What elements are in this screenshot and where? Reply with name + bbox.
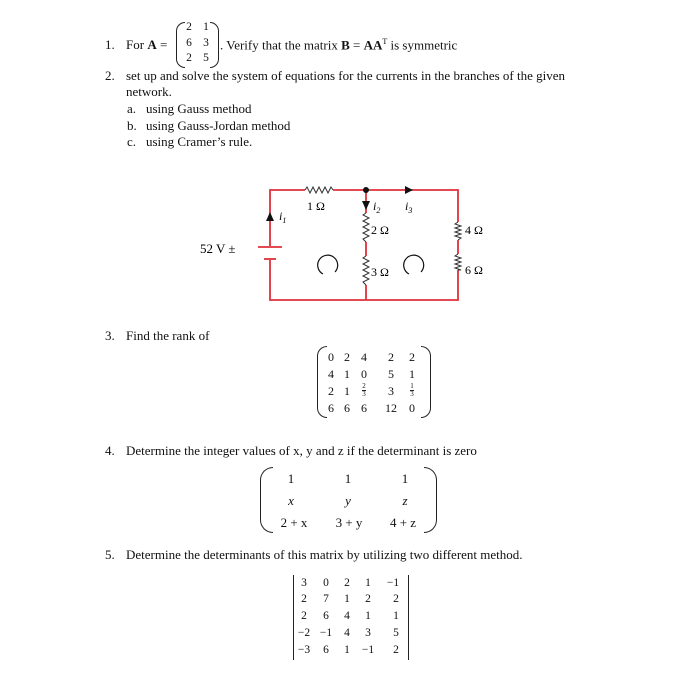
m3-r2c2	[356, 382, 372, 398]
m4-r0c0: 1	[287, 471, 295, 486]
m5-r1c4: 2	[393, 593, 399, 605]
m3-r3c3: 12	[385, 401, 397, 415]
arrow-i2	[362, 201, 370, 210]
resistor-2ohm	[363, 213, 369, 242]
r4-label: 4 Ω	[465, 223, 483, 237]
m3-r3c1: 6	[344, 401, 350, 415]
problem-1-equals: =	[159, 37, 168, 52]
m5-r3c0: −2	[297, 627, 311, 639]
m1-r0c1: 1	[203, 21, 209, 33]
m5-r2c3: 1	[365, 610, 371, 622]
m5-r0c4: −1	[386, 577, 400, 589]
m5-r1c1: 7	[323, 593, 329, 605]
problem-3-number: 3.	[105, 328, 115, 343]
m5-r0c1: 0	[323, 577, 329, 589]
frac-2-3: $\frac{2}{3}$	[362, 381, 366, 398]
problem-2a-text: using Gauss method	[146, 101, 252, 116]
problem-1-number: 1.	[105, 37, 115, 52]
arrow-i1	[266, 212, 274, 221]
m1-r2c0: 2	[186, 52, 192, 64]
m3-r2c0: 2	[328, 384, 334, 398]
battery	[258, 247, 282, 259]
m3-r1c3: 5	[388, 367, 394, 381]
m3-r3c4: 0	[409, 401, 415, 415]
r3-label: 3 Ω	[371, 265, 389, 279]
frac-1-3: $\frac{1}{3}$	[410, 381, 414, 398]
m1-r0c0: 2	[186, 21, 192, 33]
m5-r4c0: −3	[297, 644, 311, 656]
m4-r2c0: 2 + x	[280, 515, 308, 530]
m4-r1c2: z	[402, 493, 408, 508]
problem-2b-label: b.	[127, 118, 137, 133]
loop-right-icon	[404, 255, 424, 274]
m5-r4c3: −1	[361, 644, 375, 656]
problem-5-number: 5.	[105, 547, 115, 562]
i1-label: $i_1$	[279, 209, 287, 225]
problem-2a-label: a.	[127, 101, 137, 116]
m4-r1c1: y	[345, 493, 351, 508]
m5-r3c3: 3	[365, 627, 371, 639]
problem-2c-label: c.	[127, 134, 137, 149]
m4-r1c0: x	[288, 493, 294, 508]
problem-1-B: B	[341, 37, 350, 53]
i2-label: $i_2$	[373, 199, 381, 215]
m3-r3c2: 6	[361, 401, 367, 415]
m4-r2c2: 4 + z	[389, 515, 417, 530]
r2-label: 2 Ω	[371, 223, 389, 237]
m1-r1c0: 6	[186, 37, 192, 49]
m5-r1c3: 2	[365, 593, 371, 605]
problem-1-text-post: . Verify that the matrix	[220, 37, 338, 53]
r6-label: 6 Ω	[465, 263, 483, 277]
m5-r0c3: 1	[365, 577, 371, 589]
problem-1-equals2: =	[352, 37, 361, 53]
m5-r1c0: 2	[301, 593, 307, 605]
wire-left-bottom	[270, 260, 458, 300]
problem-1-text-pre: For	[126, 37, 145, 52]
m5-r2c1: 6	[323, 610, 329, 622]
node-top	[363, 187, 369, 193]
problem-2b-text: using Gauss-Jordan method	[146, 118, 291, 133]
resistor-3ohm	[363, 256, 369, 285]
m5-r3c1: −1	[319, 627, 333, 639]
m4-r2c1: 3 + y	[335, 515, 363, 530]
resistor-4ohm	[455, 222, 461, 240]
m5-r2c4: 1	[393, 610, 399, 622]
m5-r2c2: 4	[344, 610, 350, 622]
m5-r2c0: 2	[301, 610, 307, 622]
problem-2-number: 2.	[105, 68, 115, 83]
m3-r3c0: 6	[328, 401, 334, 415]
m5-r4c1: 6	[323, 644, 329, 656]
resistor-1ohm	[305, 187, 333, 193]
m5-r4c4: 2	[393, 644, 399, 656]
m3-r1c4: 1	[409, 367, 415, 381]
problem-1-AA: AA	[363, 37, 383, 53]
i3-label: $i_3$	[405, 199, 413, 215]
m3-r1c0: 4	[328, 367, 334, 381]
problem-5-text: Determine the determinants of this matrix by utilizing two different method.	[126, 547, 523, 562]
m1-r2c1: 5	[203, 52, 209, 64]
loop-left-icon	[318, 255, 338, 274]
problem-4-text: Determine the integer values of x, y and z if the determinant is zero	[126, 443, 477, 458]
m3-r0c4: 2	[409, 350, 415, 364]
resistor-6ohm	[455, 254, 461, 270]
m5-r3c2: 4	[344, 627, 350, 639]
m3-r2c4	[404, 382, 420, 398]
m3-r0c1: 2	[344, 350, 350, 364]
m3-r2c1: 1	[344, 384, 350, 398]
problem-3-text: Find the rank of	[126, 328, 210, 343]
m3-r1c2: 0	[361, 367, 367, 381]
arrow-i3	[405, 186, 413, 194]
problem-2-text-cont: network.	[126, 84, 172, 99]
problem-2c-text: using Cramer’s rule.	[146, 134, 253, 149]
m3-r0c3: 2	[388, 350, 394, 364]
problem-1-T: T	[382, 37, 388, 46]
m5-r0c2: 2	[344, 577, 350, 589]
m4-r0c1: 1	[344, 471, 352, 486]
r1-label: 1 Ω	[307, 199, 325, 213]
m5-r0c0: 3	[301, 577, 307, 589]
m5-r1c2: 1	[344, 593, 350, 605]
m5-r4c2: 1	[344, 644, 350, 656]
problem-4-number: 4.	[105, 443, 115, 458]
wire-top	[333, 190, 458, 222]
problem-1-text-end: is symmetric	[390, 37, 458, 53]
m5-r3c4: 5	[393, 627, 399, 639]
m3-r0c0: 0	[328, 350, 334, 364]
wire-left-top	[270, 190, 305, 246]
problem-1-A: A	[147, 37, 157, 52]
problem-2-text: set up and solve the system of equations for the currents in the branches of the given	[126, 68, 565, 83]
source-label: 52 V ±	[200, 241, 236, 256]
m1-r1c1: 3	[203, 37, 209, 49]
m3-r0c2: 4	[361, 350, 367, 364]
m3-r2c3: 3	[388, 384, 394, 398]
m3-r1c1: 1	[344, 367, 350, 381]
m4-r0c2: 1	[401, 471, 409, 486]
